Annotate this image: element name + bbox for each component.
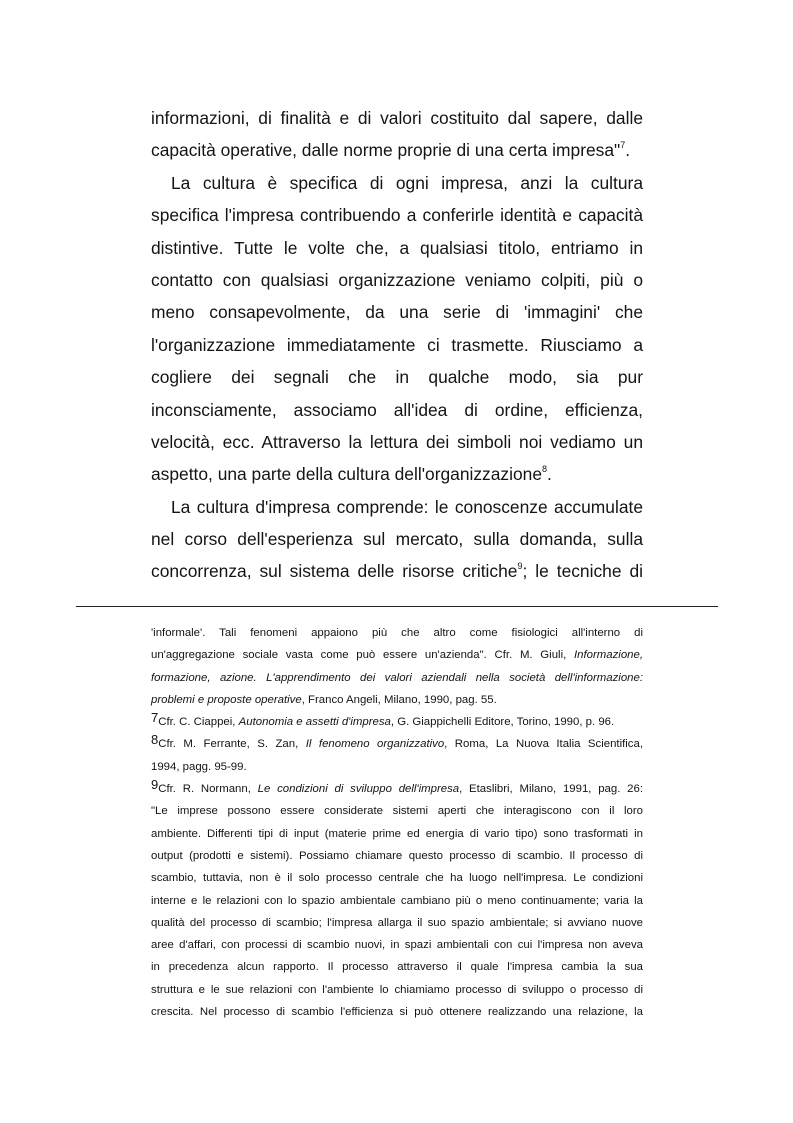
text-line: cogliere dei segnali che in qualche modo, sia pur <box>151 367 643 388</box>
book-title: formazione, azione. L'apprendimento dei valori aziendali nella società dell'informazione: <box>151 671 643 684</box>
text-fragment: . <box>625 140 631 161</box>
book-title: problemi e proposte operative <box>151 693 302 706</box>
footnote-line: "Le imprese possono essere considerate sistemi aperti che interagiscono con il loro <box>151 805 643 818</box>
text-fragment: , G. Giappichelli Editore, Torino, 1990, p. 96. <box>390 716 615 729</box>
text-line <box>151 458 643 490</box>
text-fragment: concorrenza, sul sistema delle risorse critiche <box>151 561 518 582</box>
main-text <box>151 102 643 588</box>
footnote-line: in precedenza alcun rapporto. Il processo attraverso il quale l'impresa cambia la sua <box>151 961 643 974</box>
text-line: l'organizzazione immediatamente ci trasmette. Riusciamo a <box>151 334 643 355</box>
footnote-line: ambiente. Differenti tipi di input (materie prime ed energia di vario tipo) sono trasformati in <box>151 827 643 840</box>
footnote-line: 'informale'. Tali fenomeni appaiono più che altro come fisiologici all'interno di <box>151 627 643 639</box>
footnote-line: scambio, tuttavia, non è il solo processo centrale che ha luogo nell'impresa. Le condizioni <box>151 872 643 885</box>
text-fragment: ; le tecniche di <box>522 561 643 582</box>
text-line: informazioni, di finalità e di valori costituito dal sapere, dalle <box>151 108 643 128</box>
footnote-ref-8: 8 <box>542 464 548 475</box>
text-line: velocità, ecc. Attraverso la lettura dei simboli noi vediamo un <box>151 431 643 452</box>
text-fragment: Cfr. R. Normann, <box>158 783 258 796</box>
text-fragment: Cfr. C. Ciappei, <box>158 716 239 729</box>
footnote-ref-9: 9 <box>517 561 523 572</box>
footnote-line: qualità del processo di scambio; l'impresa allarga il suo spazio ambientale; si avviano nuove <box>151 916 643 929</box>
text-fragment: , Roma, La Nuova Italia Scientifica, <box>444 738 643 751</box>
text-line: meno consapevolmente, da una serie di 'immagini' che <box>151 302 643 323</box>
footnote-line: crescita. Nel processo di scambio l'efficienza si può ottenere realizzando una relazione, la <box>151 1006 643 1019</box>
book-title: Autonomia e assetti d'impresa <box>238 716 391 729</box>
text-line: distintive. Tutte le volte che, a qualsiasi titolo, entriamo in <box>151 237 643 258</box>
text-fragment: Cfr. M. Ferrante, S. Zan, <box>158 738 306 751</box>
text-fragment: , Franco Angeli, Milano, 1990, pag. 55. <box>301 693 497 706</box>
footnote-number: 7 <box>151 710 159 726</box>
footnote-line <box>151 667 643 689</box>
book-title: Il fenomeno organizzativo <box>305 738 445 751</box>
footnote-7 <box>151 711 643 733</box>
footnote-ref-7: 7 <box>620 140 626 151</box>
text-fragment: un'aggregazione sociale vasta come può essere un'azienda". Cfr. M. Giuli, <box>151 649 567 662</box>
text-fragment: . <box>547 464 552 485</box>
footnote-9 <box>151 778 643 800</box>
footnote-line: struttura e le sue relazioni con l'ambiente lo chiamiamo processo di sviluppo o processo di <box>151 983 643 996</box>
book-title: Le condizioni di sviluppo dell'impresa <box>257 783 460 796</box>
text-line: contatto con qualsiasi organizzazione veniamo colpiti, più o <box>151 269 643 290</box>
footnote-line <box>151 689 643 711</box>
text-line: specifica l'impresa contribuendo a conferirle identità e capacità <box>151 205 643 226</box>
footnote-line <box>151 644 643 666</box>
footnote-line: output (prodotti e sistemi). Possiamo chiamare questo processo di scambio. Il processo di <box>151 849 643 862</box>
text-line <box>151 134 643 166</box>
footnote-line: 1994, pagg. 95-99. <box>151 760 247 773</box>
text-fragment: aspetto, una parte della cultura dell'organizzazione <box>151 464 543 485</box>
footnote-number: 9 <box>151 777 159 793</box>
text-line: La cultura d'impresa comprende: le conoscenze accumulate <box>171 496 643 517</box>
book-title: Informazione, <box>573 649 643 662</box>
text-fragment: capacità operative, dalle norme proprie di una certa impresa" <box>151 140 621 161</box>
footnote-line: interne e le relazioni con lo spazio ambientale cambiano più o meno continuamente; varia la <box>151 894 643 907</box>
footnote-separator <box>76 606 718 607</box>
text-line <box>151 555 643 587</box>
footnotes <box>151 622 643 1023</box>
text-line: inconsciamente, associamo all'idea di ordine, efficienza, <box>151 399 643 420</box>
text-line: La cultura è specifica di ogni impresa, anzi la cultura <box>171 172 643 193</box>
text-line: nel corso dell'esperienza sul mercato, sulla domanda, sulla <box>151 529 643 550</box>
footnote-8 <box>151 733 643 755</box>
footnote-number: 8 <box>151 732 159 748</box>
footnote-line: aree d'affari, con processi di scambio nuovi, in spazi ambientali con cui l'impresa non aveva <box>151 939 643 952</box>
text-fragment: , Etaslibri, Milano, 1991, pag. 26: <box>459 783 643 796</box>
